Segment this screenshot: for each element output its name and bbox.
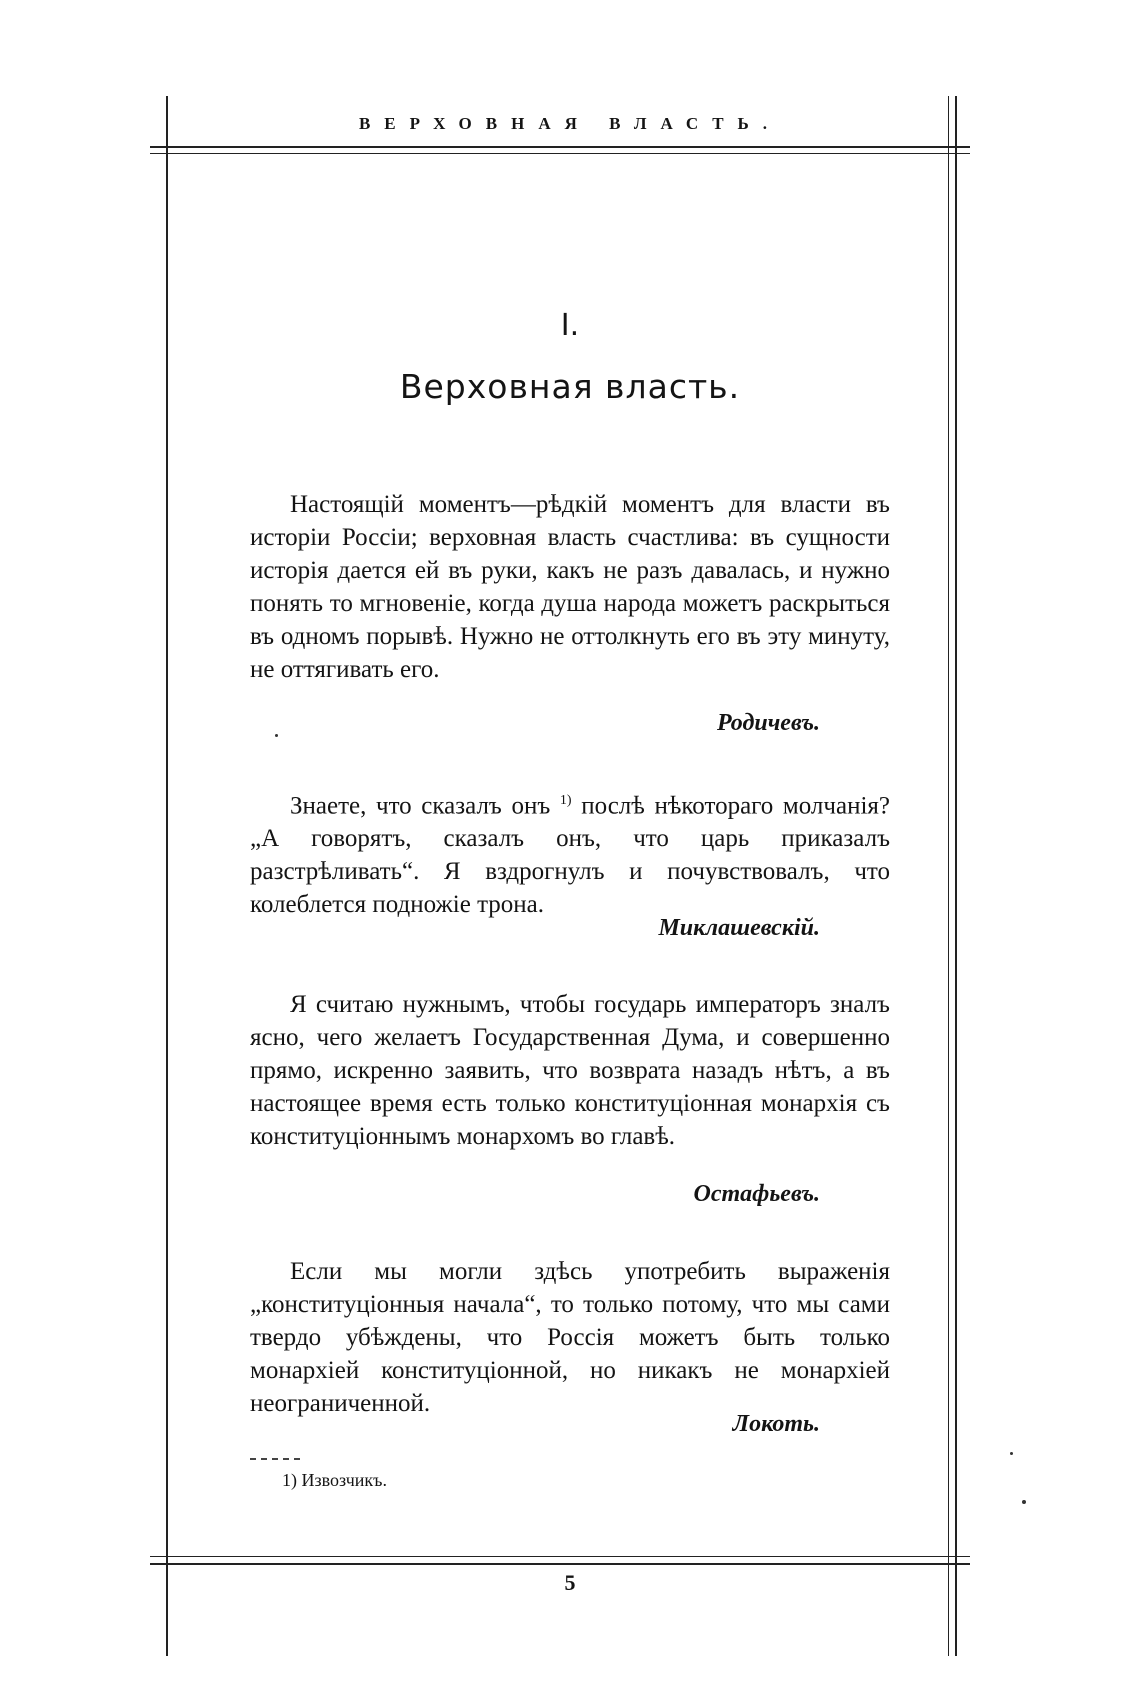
chapter-number: I. (560, 308, 580, 343)
header-rule-upper (150, 146, 970, 148)
frame-left-rule (166, 96, 168, 1656)
quote-author: Локоть. (732, 1411, 820, 1437)
frame-right-rule-outer (955, 96, 957, 1656)
quote-paragraph: Настоящій моментъ—рѣдкій моментъ для власти въ исторіи Россіи; верховная власть счастлива: въ сущности исторія дается ей въ руки, какъ не разъ давалась, и нужно понять то мгновеніе, когда душа народа можетъ раскрыться въ одномъ порывѣ. Нужно не оттолкнуть его въ эту минуту, не оттягивать его. (250, 491, 890, 683)
footnote-separator (250, 1458, 300, 1462)
quote-author: Миклашевскій. (658, 915, 820, 941)
chapter-title: Верховная власть. (399, 367, 741, 406)
footnote-mark: 1) (282, 1470, 297, 1490)
scan-speck (275, 734, 278, 737)
quote-paragraph: Если мы могли здѣсь употребить выраженія „конституціонныя начала“, то только потому, что мы сами твердо убѣждены, что Россія можетъ быть только монархіей конституціонной, но никакъ не монархіей неограниченной. (250, 1258, 890, 1417)
quote-paragraph (250, 784, 890, 921)
running-head: ВЕРХОВНАЯ ВЛАСТЬ. (358, 114, 782, 133)
footnote-reference: 1) (559, 793, 572, 808)
quote-author: Родичевъ. (716, 710, 820, 736)
footer-rule-upper (150, 1556, 970, 1557)
quote-paragraph: Я считаю нужнымъ, чтобы государь императоръ зналъ ясно, чего желаетъ Государственная Дума, и совершенно прямо, искренно заявить, что возврата назадъ нѣтъ, а въ настоящее время есть только конституціонная монархія съ конституціоннымъ монархомъ во главѣ. (250, 991, 890, 1150)
quote-text: Знаете, что сказалъ онъ (290, 792, 560, 820)
quote-author: Остафьевъ. (693, 1181, 820, 1207)
scan-speck (1010, 1452, 1013, 1455)
quote-text: послѣ нѣкотораго молчанія? „А говорятъ, сказалъ онъ, что царь приказалъ разстрѣливать“. Я вздрогнулъ и почувствовалъ, что колеблется подножіе трона. (250, 792, 890, 919)
scan-speck (1022, 1500, 1026, 1504)
page-number: 5 (564, 1570, 576, 1595)
footer-rule-lower (150, 1563, 970, 1565)
footnote-text: Извозчикъ. (301, 1470, 387, 1490)
header-rule-lower (150, 153, 970, 154)
footnote (282, 1470, 387, 1491)
